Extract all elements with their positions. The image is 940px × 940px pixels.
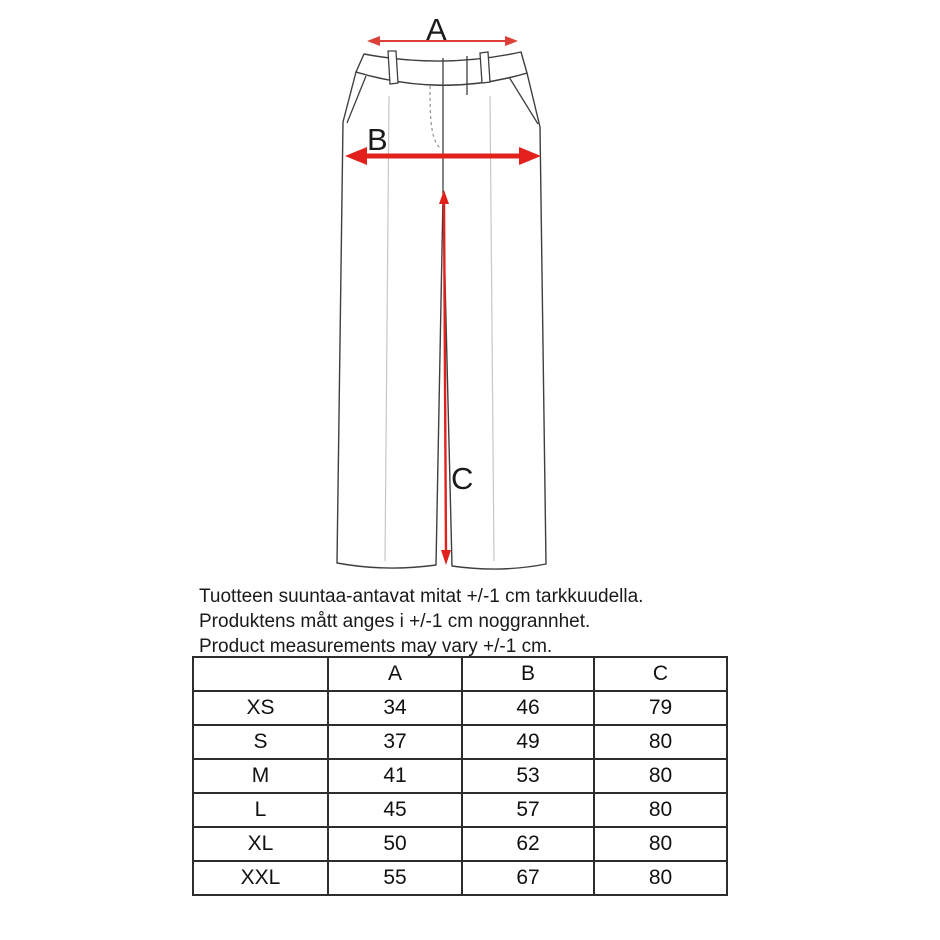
table-row [193, 861, 727, 895]
label-a: A [426, 12, 447, 47]
arrow-a-head-right [505, 36, 518, 46]
table-row [193, 691, 727, 725]
header-col-b: B [462, 657, 594, 691]
header-col-c: C [594, 657, 727, 691]
table-header-row [193, 657, 727, 691]
tolerance-notes [199, 584, 643, 659]
size-label: XS [193, 691, 328, 725]
size-label: M [193, 759, 328, 793]
value-b: 67 [462, 861, 594, 895]
value-b: 49 [462, 725, 594, 759]
size-label: S [193, 725, 328, 759]
value-b: 57 [462, 793, 594, 827]
value-a: 41 [328, 759, 462, 793]
pants-diagram [280, 10, 660, 580]
note-english: Product measurements may vary +/-1 cm. [199, 636, 553, 657]
value-b: 53 [462, 759, 594, 793]
header-col-a: A [328, 657, 462, 691]
table-row [193, 725, 727, 759]
size-label: L [193, 793, 328, 827]
value-a: 45 [328, 793, 462, 827]
size-label: XXL [193, 861, 328, 895]
value-c: 80 [594, 861, 727, 895]
value-a: 34 [328, 691, 462, 725]
value-c: 79 [594, 691, 727, 725]
value-c: 80 [594, 759, 727, 793]
value-b: 46 [462, 691, 594, 725]
label-c: C [451, 461, 474, 496]
note-finnish: Tuotteen suuntaa-antavat mitat +/-1 cm tarkkuudella. [199, 586, 644, 607]
arrow-c-head-bottom [441, 550, 451, 565]
size-label: XL [193, 827, 328, 861]
label-b: B [367, 122, 388, 157]
value-c: 80 [594, 793, 727, 827]
arrow-a-head-left [367, 36, 380, 46]
table-row [193, 759, 727, 793]
value-a: 37 [328, 725, 462, 759]
right-belt-loop [480, 52, 490, 83]
table-row [193, 793, 727, 827]
value-a: 50 [328, 827, 462, 861]
value-b: 62 [462, 827, 594, 861]
value-c: 80 [594, 827, 727, 861]
size-table [192, 656, 728, 896]
measure-arrow-a [367, 12, 518, 47]
value-a: 55 [328, 861, 462, 895]
header-size-cell [193, 657, 328, 691]
value-c: 80 [594, 725, 727, 759]
left-belt-loop [388, 51, 398, 84]
note-swedish: Produktens mått anges i +/-1 cm noggrannhet. [199, 611, 591, 632]
table-row [193, 827, 727, 861]
